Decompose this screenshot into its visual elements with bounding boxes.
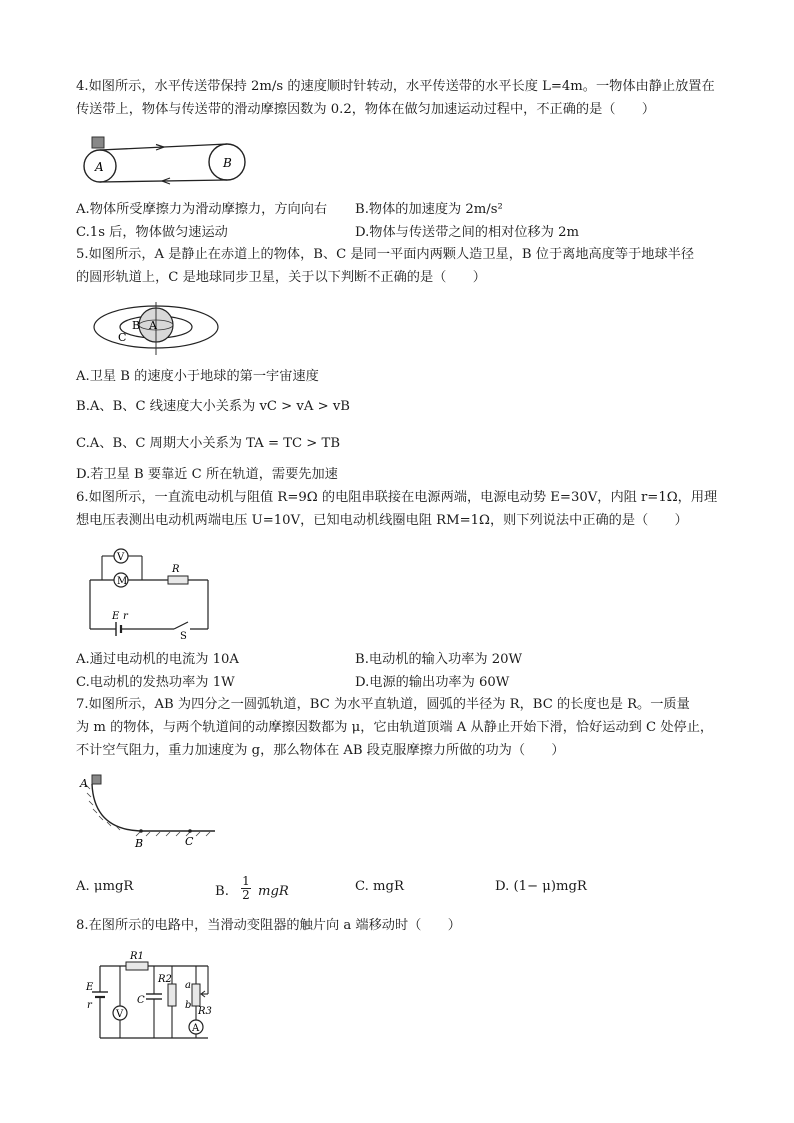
q6-fig-label-r: R bbox=[172, 564, 180, 575]
q7-option-d[interactable]: D. (1− μ)mgR bbox=[495, 879, 587, 894]
q8-fig-label-a: a bbox=[185, 980, 191, 991]
q7-option-b[interactable] bbox=[215, 874, 289, 905]
q5-fig-label-a: A bbox=[149, 319, 157, 332]
q7-stem-line2: 为 m 的物体，与两个轨道间的动摩擦因数都为 μ，它由轨道顶端 A 从静止开始下滑，恰好运动到 C 处停止， bbox=[76, 720, 714, 735]
q6-fig-label-e: E bbox=[112, 611, 120, 622]
q7-option-a[interactable]: A. μmgR bbox=[76, 879, 134, 894]
q6-option-d[interactable]: D.电源的输出功率为 60W bbox=[355, 675, 510, 690]
q5-fig-label-c: C bbox=[118, 331, 127, 344]
q7-option-b-fraction bbox=[241, 875, 251, 902]
q7-stem-line3: 不计空气阻力，重力加速度为 g，那么物体在 AB 段克服摩擦力所做的功为（ ） bbox=[76, 743, 565, 758]
q8-fig-label-c: C bbox=[137, 995, 145, 1006]
q7-option-b-rest: mgR bbox=[257, 884, 289, 899]
q8-fig-label-e: E bbox=[86, 982, 94, 993]
q7-fig-label-c: C bbox=[185, 835, 194, 848]
q4-stem-line1: 4.如图所示，水平传送带保持 2m/s 的速度顺时针转动，水平传送带的水平长度 L=4m。一物体由静止放置在 bbox=[76, 79, 715, 94]
q6-fig-label-m: M bbox=[117, 576, 128, 587]
q8-fig-label-b: b bbox=[185, 1000, 192, 1011]
q7-option-b-denominator: 2 bbox=[242, 888, 250, 902]
q8-fig-label-v: V bbox=[116, 1009, 124, 1020]
q5-option-d[interactable]: D.若卫星 B 要靠近 C 所在轨道，需要先加速 bbox=[76, 467, 338, 482]
q7-option-c[interactable]: C. mgR bbox=[355, 879, 404, 894]
q4-option-a[interactable]: A.物体所受摩擦力为滑动摩擦力，方向向右 bbox=[76, 202, 328, 217]
q8-stem-line1: 8.在图所示的电路中，当滑动变阻器的触片向 a 端移动时（ ） bbox=[76, 918, 461, 933]
q8-fig-label-r1: R1 bbox=[130, 951, 144, 962]
q5-option-a[interactable]: A.卫星 B 的速度小于地球的第一宇宙速度 bbox=[76, 369, 319, 384]
q5-option-c[interactable]: C.A、B、C 周期大小关系为 TA = TC > TB bbox=[76, 436, 341, 451]
q7-fig-label-b: B bbox=[135, 837, 144, 850]
q6-fig-label-v: V bbox=[117, 552, 125, 563]
q8-fig-label-r2: R2 bbox=[158, 974, 172, 985]
q4-fig-label-a: A bbox=[95, 160, 104, 174]
q8-fig-label-r: r bbox=[87, 1000, 92, 1011]
q7-option-b-numerator: 1 bbox=[242, 874, 250, 888]
q6-circuit-figure bbox=[86, 545, 216, 640]
q6-stem-line2: 想电压表测出电动机两端电压 U=10V，已知电动机线圈电阻 RM=1Ω，则下列说法中正确的是（ ） bbox=[76, 513, 688, 528]
q6-option-c[interactable]: C.电动机的发热功率为 1W bbox=[76, 675, 235, 690]
q4-option-c[interactable]: C.1s 后，物体做匀速运动 bbox=[76, 225, 228, 240]
q7-track-figure bbox=[80, 775, 230, 851]
q4-conveyor-figure bbox=[80, 134, 250, 186]
q6-fig-label-rr: r bbox=[123, 611, 128, 622]
q6-fig-label-s: S bbox=[180, 631, 187, 642]
q4-fig-label-b: B bbox=[223, 156, 232, 170]
q4-option-b[interactable]: B.物体的加速度为 2m/s² bbox=[355, 202, 503, 217]
q5-stem-line1: 5.如图所示，A 是静止在赤道上的物体，B、C 是同一平面内两颗人造卫星，B 位于离地高度等于地球半径 bbox=[76, 247, 695, 262]
q8-fig-label-r3: R3 bbox=[198, 1006, 212, 1017]
q7-option-b-prefix: B. bbox=[215, 884, 229, 899]
q4-option-d[interactable]: D.物体与传送带之间的相对位移为 2m bbox=[355, 225, 580, 240]
q7-stem-line1: 7.如图所示，AB 为四分之一圆弧轨道，BC 为水平直轨道，圆弧的半径为 R，BC 的长度也是 R。一质量 bbox=[76, 697, 690, 712]
q8-fig-label-am: A bbox=[192, 1023, 200, 1034]
q5-option-b[interactable]: B.A、B、C 线速度大小关系为 vC > vA > vB bbox=[76, 399, 350, 414]
q5-stem-line2: 的圆形轨道上，C 是地球同步卫星，关于以下判断不正确的是（ ） bbox=[76, 270, 486, 285]
q7-fig-label-a: A bbox=[80, 777, 88, 790]
q6-option-b[interactable]: B.电动机的输入功率为 20W bbox=[355, 652, 523, 667]
q5-orbit-figure bbox=[94, 300, 264, 358]
q6-option-a[interactable]: A.通过电动机的电流为 10A bbox=[76, 652, 239, 667]
q8-circuit-figure bbox=[86, 948, 216, 1044]
q4-stem-line2: 传送带上，物体与传送带的滑动摩擦因数为 0.2，物体在做匀加速运动过程中，不正确的是（ ） bbox=[76, 102, 656, 117]
q5-fig-label-b: B bbox=[132, 319, 141, 332]
q6-stem-line1: 6.如图所示，一直流电动机与阻值 R=9Ω 的电阻串联接在电源两端，电源电动势 E=30V，内阻 r=1Ω，用理 bbox=[76, 490, 718, 505]
